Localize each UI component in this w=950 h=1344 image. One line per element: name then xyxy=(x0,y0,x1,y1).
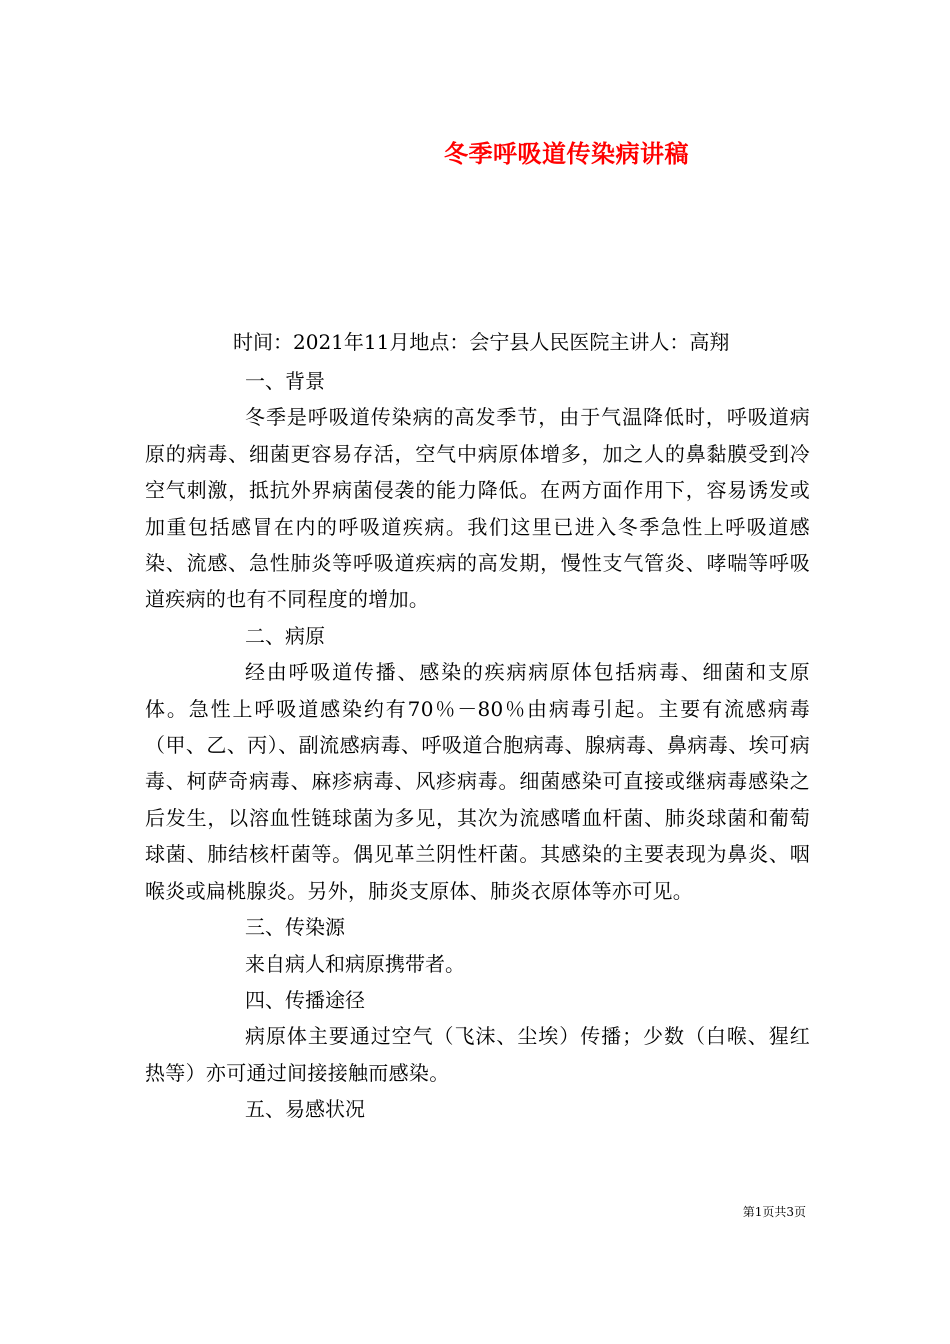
section-heading-pathogen: 二、病原 xyxy=(245,623,325,648)
section-paragraph-transmission: 病原体主要通过空气（飞沫、尘埃）传播；少数（白喉、猩红热等）亦可通过间接接触而感染。 xyxy=(145,1024,810,1085)
page-number-footer: 第1页共3页 xyxy=(742,1205,806,1219)
lecture-meta-line: 时间：2021年11月地点：会宁县人民医院主讲人：高翔 xyxy=(233,330,730,354)
document-title: 冬季呼吸道传染病讲稿 xyxy=(444,139,689,168)
section-heading-background: 一、背景 xyxy=(245,369,325,393)
section-paragraph-source: 来自病人和病原携带者。 xyxy=(245,951,465,976)
section-heading-source: 三、传染源 xyxy=(245,915,345,940)
section-heading-transmission: 四、传播途径 xyxy=(245,987,365,1012)
document-body xyxy=(145,363,810,1128)
section-heading-susceptibility: 五、易感状况 xyxy=(245,1097,365,1122)
section-paragraph-background: 冬季是呼吸道传染病的高发季节，由于气温降低时，呼吸道病原的病毒、细菌更容易存活，空气中病原体增多，加之人的鼻黏膜受到冷空气刺激，抵抗外界病菌侵袭的能力降低。在两方面作用下，容易诱发或加重包括感冒在内的呼吸道疾病。我们这里已进入冬季急性上呼吸道感染、流感、急性肺炎等呼吸道疾病的高发期，慢性支气管炎、哮喘等呼吸道疾病的也有不同程度的增加。 xyxy=(145,405,810,612)
section-paragraph-pathogen: 经由呼吸道传播、感染的疾病病原体包括病毒、细菌和支原体。急性上呼吸道感染约有70％－80％由病毒引起。主要有流感病毒（甲、乙、丙）、副流感病毒、呼吸道合胞病毒、腺病毒、鼻病毒、埃可病毒、柯萨奇病毒、麻疹病毒、风疹病毒。细菌感染可直接或继病毒感染之后发生，以溶血性链球菌为多见，其次为流感嗜血杆菌、肺炎球菌和葡萄球菌、肺结核杆菌等。偶见革兰阴性杆菌。其感染的主要表现为鼻炎、咽喉炎或扁桃腺炎。另外，肺炎支原体、肺炎衣原体等亦可见。 xyxy=(145,660,810,903)
